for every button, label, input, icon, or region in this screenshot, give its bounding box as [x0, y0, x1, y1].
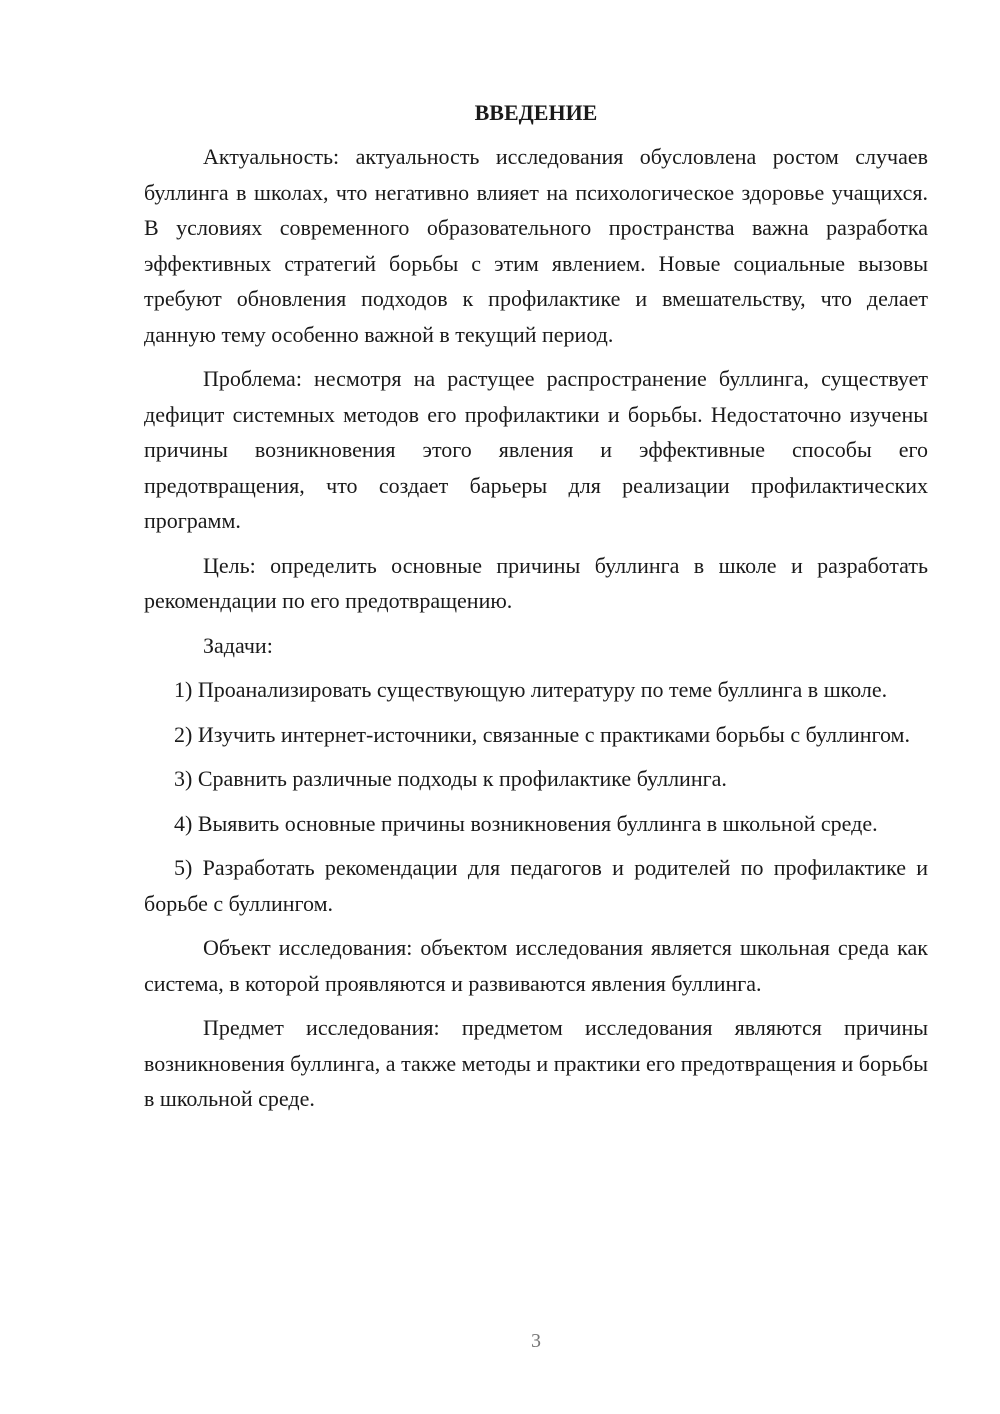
task-item-5: 5) Разработать рекомендации для педагогов и родителей по профилактике и борьбе с буллингом.	[144, 855, 928, 916]
page-number: 3	[531, 1330, 541, 1352]
task-item-2: 2) Изучить интернет-источники, связанные с практиками борьбы с буллингом.	[174, 721, 910, 747]
paragraph-relevance: Актуальность: актуальность исследования обусловлена ростом случаев буллинга в школах, что негативно влияет на психологическое здоровье учащихся. В условиях современного образовательного пространства важна разработка эффективных стратегий борьбы с этим явлением. Новые социальные вызовы требуют обновления подходов к профилактике и вмешательству, что делает данную тему особенно важной в текущий период.	[144, 144, 928, 347]
paragraph-object: Объект исследования: объектом исследования является школьная среда как система, в которой проявляются и развиваются явления буллинга.	[144, 935, 928, 996]
task-item-1: 1) Проанализировать существующую литературу по теме буллинга в школе.	[174, 677, 888, 702]
tasks-label: Задачи:	[203, 632, 273, 658]
paragraph-subject: Предмет исследования: предметом исследования являются причины возникновения буллинга, а также методы и практики его предотвращения и борьбы в школьной среде.	[144, 1015, 928, 1111]
paragraph-goal: Цель: определить основные причины буллинга в школе и разработать рекомендации по его предотвращению.	[144, 552, 928, 613]
paragraph-problem: Проблема: несмотря на растущее распространение буллинга, существует дефицит системных методов его профилактики и борьбы. Недостаточно изучены причины возникновения этого явления и эффективные способы его предотвращения, что создает барьеры для реализации профилактических программ.	[144, 366, 928, 533]
task-item-3: 3) Сравнить различные подходы к профилактике буллинга.	[174, 766, 727, 791]
task-item-4: 4) Выявить основные причины возникновения буллинга в школьной среде.	[174, 810, 878, 836]
document-page	[144, 95, 928, 1126]
section-heading: ВВЕДЕНИЕ	[474, 100, 598, 125]
